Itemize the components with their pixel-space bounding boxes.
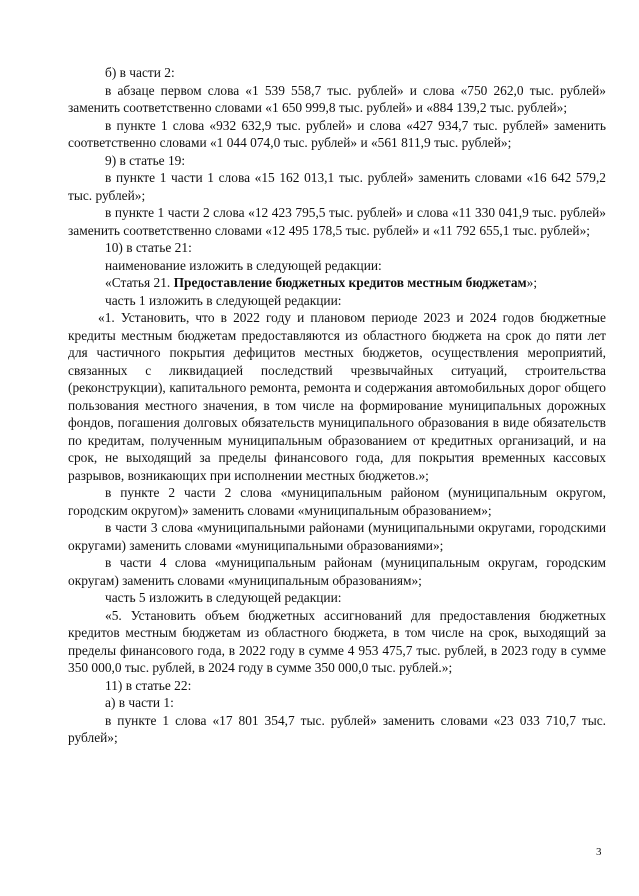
- paragraph-article-19: 9) в статье 19:: [105, 152, 186, 168]
- paragraph-article-19-part-2: в пункте 1 части 2 слова «12 423 795,5 тыс. рублей» и слова «11 330 041,9 тыс. рублей» заменить соответственно словами «12 495 178,5 тыс. рублей» и «11 792 655,1 тыс. рублей»;: [68, 205, 606, 238]
- paragraph-part-3: в части 3 слова «муниципальными районами (муниципальными округами, городскими округами) заменить словами «муниципальными образованиями»;: [68, 520, 606, 553]
- paragraph-article-22-part-1: а) в части 1:: [105, 695, 174, 710]
- paragraph-first-subparagraph: в абзаце первом слова «1 539 558,7 тыс. рублей» и слова «750 262,0 тыс. рублей» заменить соответственно словами «1 650 999,8 тыс. рублей» и «884 139,2 тыс. рублей»;: [68, 82, 606, 115]
- article-title-prefix: «Статья 21.: [105, 275, 174, 290]
- paragraph-part-4: в части 4 слова «муниципальным районам (муниципальным округам, городским округам) заменить словами «муниципальным образованиям»;: [68, 555, 606, 588]
- paragraph-quoted-part-1: «1. Установить, что в 2022 году и плановом периоде 2023 и 2024 годов бюджетные кредиты местным бюджетам предоставляются из областного бюджета на срок до пяти лет для частичного покрытия дефицитов местных бюджетов, осуществления мероприятий, связанных с ликвидацией последствий чрезвычайных ситуаций, строительства (реконструкции), капитального ремонта, ремонта и содержания автомобильных дорог общего пользования местного значения, в том числе на формирование муниципальных дорожных фондов, погашения долговых обязательств муниципального образования в виде обязательств по кредитам, полученным муниципальным образованием от кредитных организаций, и на срок, не выходящий за пределы финансового года, для покрытия временных кассовых разрывов, возникающих при исполнении местных бюджетов.»;: [68, 310, 606, 483]
- paragraph-article-22: 11) в статье 22:: [105, 677, 192, 693]
- paragraph-quoted-part-5: «5. Установить объем бюджетных ассигнований для предоставления бюджетных кредитов местным бюджетам из областного бюджета, в том числе на срок, выходящий за пределы финансового года, в 2022 году в сумме 4 953 475,7 тыс. рублей, в 2023 году в сумме 350 000,0 тыс. рублей, в 2024 году в сумме 350 000,0 тыс. рублей.»;: [68, 607, 606, 675]
- paragraph-article-22-point-1: в пункте 1 слова «17 801 354,7 тыс. рублей» заменить словами «23 033 710,7 тыс. рублей»;: [68, 712, 606, 745]
- article-title-suffix: »;: [526, 275, 538, 290]
- paragraph-point-1: в пункте 1 слова «932 632,9 тыс. рублей» и слова «427 934,7 тыс. рублей» заменить соответственно словами «1 044 074,0 тыс. рублей» и «561 811,9 тыс. рублей»;: [68, 117, 606, 150]
- document-body: [68, 64, 606, 747]
- paragraph-part-2-point-2: в пункте 2 части 2 слова «муниципальным районом (муниципальным округом, городским округом)» заменить словами «муниципальным образованием»;: [68, 485, 606, 518]
- paragraph-part-1-amendment: часть 1 изложить в следующей редакции:: [105, 292, 342, 308]
- paragraph-article-21-title: [68, 274, 606, 292]
- paragraph-title-amendment: наименование изложить в следующей редакции:: [105, 257, 382, 273]
- paragraph-article-19-part-1: в пункте 1 части 1 слова «15 162 013,1 тыс. рублей» заменить словами «16 642 579,2 тыс. рублей»;: [68, 170, 606, 203]
- paragraph-part-b: б) в части 2:: [105, 65, 175, 80]
- paragraph-part-5-amendment: часть 5 изложить в следующей редакции:: [105, 590, 342, 605]
- paragraph-article-21: 10) в статье 21:: [105, 240, 192, 255]
- page-number: 3: [596, 846, 602, 858]
- article-title-bold: Предоставление бюджетных кредитов местным бюджетам: [173, 275, 527, 290]
